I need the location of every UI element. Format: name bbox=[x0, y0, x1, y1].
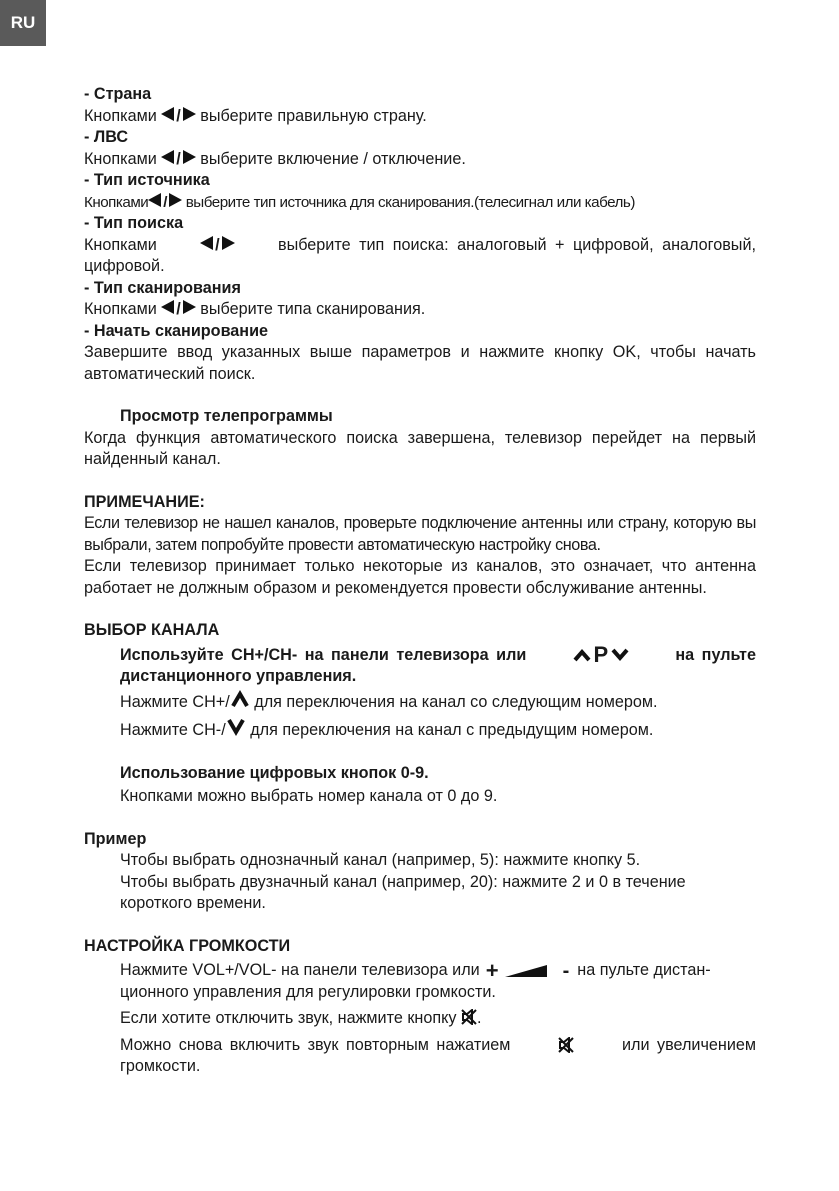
right-arrow-icon bbox=[222, 236, 235, 250]
setting-country-title: - Страна bbox=[84, 85, 152, 103]
channel-prev-line bbox=[120, 718, 756, 742]
channel-use-text-c: дистанционного управления. bbox=[120, 667, 357, 685]
example-line-2: Чтобы выбрать двузначный канал (например, 20): нажмите 2 и 0 в течение bbox=[120, 872, 686, 891]
prefix-label: Кнопками bbox=[84, 149, 157, 168]
setting-scan-type-text bbox=[84, 299, 756, 321]
minus-icon: - bbox=[562, 959, 570, 982]
setting-scan-type-title: - Тип сканирования bbox=[84, 278, 241, 297]
remote-channel-icons bbox=[573, 642, 630, 668]
setting-lan-text bbox=[84, 149, 756, 171]
left-arrow-icon bbox=[200, 236, 213, 250]
note-paragraph-2: Если телевизор принимает только некоторые из каналов, это означает, что антенна работает не должным образом и рекомендуется провести обслуживание антенны. bbox=[84, 557, 756, 597]
arrow-slash: / bbox=[176, 300, 181, 318]
volume-text-b: на пульте дистан- bbox=[577, 961, 711, 979]
prefix-label: Кнопками bbox=[84, 300, 157, 318]
left-arrow-icon bbox=[161, 300, 174, 314]
setting-description: выберите типа сканирования. bbox=[200, 300, 426, 318]
left-arrow-icon bbox=[148, 193, 161, 207]
view-title: Просмотр телепрограммы bbox=[120, 407, 333, 425]
digits-title: Использование цифровых кнопок 0-9. bbox=[120, 763, 429, 782]
arrow-icons bbox=[200, 235, 235, 257]
left-arrow-icon bbox=[161, 107, 174, 121]
channel-use-text-b: на пульте bbox=[675, 645, 756, 664]
setting-description: выберите правильную страну. bbox=[200, 106, 427, 125]
setting-search-type-text2: цифровой. bbox=[84, 257, 165, 275]
channel-prev-a: Нажмите CH-/ bbox=[120, 721, 226, 739]
volume-again-line bbox=[120, 1035, 756, 1057]
setting-search-type-title: - Тип поиска bbox=[84, 214, 184, 232]
volume-again-b: или увеличением bbox=[621, 1035, 756, 1054]
start-scan-text: Завершите ввод указанных выше параметров и нажмите кнопку OK, чтобы начать автоматический поиск. bbox=[84, 343, 756, 383]
example-line-3: короткого времени. bbox=[120, 894, 266, 912]
volume-again-a: Можно снова включить звук повторным нажатием bbox=[120, 1035, 511, 1054]
p-letter-icon: P bbox=[593, 642, 609, 668]
prefix-label: Кнопками bbox=[84, 106, 157, 125]
channel-use-text: Используйте CH+/CH- на панели телевизора или bbox=[120, 645, 527, 664]
setting-lan-title: - ЛВС bbox=[84, 128, 129, 146]
channel-prev-b: для переключения на канал с предыдущим номером. bbox=[250, 721, 654, 739]
channel-use-line bbox=[120, 642, 756, 668]
language-tab: RU bbox=[0, 0, 46, 46]
volume-text-c: ционного управления для регулировки громкости. bbox=[120, 982, 496, 1001]
example-body bbox=[120, 850, 756, 915]
channel-next-b: для переключения на канал со следующим номером. bbox=[254, 692, 658, 711]
mute-icon bbox=[461, 1009, 477, 1025]
volume-section-body bbox=[120, 957, 756, 1078]
channel-next-line bbox=[120, 690, 756, 714]
note-title: ПРИМЕЧАНИЕ: bbox=[84, 492, 205, 511]
volume-icons bbox=[485, 957, 570, 983]
view-text: Когда функция автоматического поиска завершена, телевизор перейдет на первый найденный канал. bbox=[84, 428, 756, 468]
channel-section-body bbox=[120, 642, 756, 808]
right-arrow-icon bbox=[183, 107, 196, 121]
volume-text-a: Нажмите VOL+/VOL- на панели телевизора или bbox=[120, 961, 480, 979]
right-arrow-icon bbox=[183, 150, 196, 164]
chevron-up-icon bbox=[573, 648, 591, 662]
prefix-label: Кнопками bbox=[84, 193, 149, 211]
right-arrow-icon bbox=[169, 193, 182, 207]
setting-search-type-text bbox=[84, 235, 756, 257]
volume-mute-b: . bbox=[476, 1009, 482, 1027]
channel-next-a: Нажмите CH+/ bbox=[120, 692, 230, 711]
volume-mute-a: Если хотите отключить звук, нажмите кнопку bbox=[120, 1009, 457, 1027]
channel-section-title: ВЫБОР КАНАЛА bbox=[84, 621, 220, 639]
example-line-1: Чтобы выбрать однозначный канал (например, 5): нажмите кнопку 5. bbox=[120, 851, 641, 869]
setting-country-text bbox=[84, 106, 756, 128]
setting-source-text bbox=[84, 192, 756, 214]
arrow-slash: / bbox=[176, 106, 181, 125]
arrow-slash: / bbox=[176, 149, 181, 168]
page-content bbox=[84, 84, 756, 1078]
chevron-up-icon bbox=[230, 690, 250, 708]
start-scan-title: - Начать сканирование bbox=[84, 321, 269, 340]
setting-source-title: - Тип источника bbox=[84, 171, 210, 189]
volume-ramp-icon bbox=[503, 963, 549, 979]
setting-description: выберите тип поиска: аналоговый + цифровой, аналоговый, bbox=[277, 235, 756, 254]
arrow-slash: / bbox=[163, 193, 167, 211]
arrow-slash: / bbox=[215, 235, 220, 254]
volume-mute-line bbox=[120, 1008, 756, 1030]
volume-again-c: громкости. bbox=[120, 1057, 201, 1075]
setting-description: выберите включение / отключение. bbox=[200, 149, 466, 168]
right-arrow-icon bbox=[183, 300, 196, 314]
left-arrow-icon bbox=[161, 150, 174, 164]
volume-line-1 bbox=[120, 957, 756, 983]
chevron-down-icon bbox=[611, 648, 629, 662]
prefix-label: Кнопками bbox=[84, 235, 157, 254]
volume-section-title: НАСТРОЙКА ГРОМКОСТИ bbox=[84, 936, 291, 955]
chevron-down-icon bbox=[226, 718, 246, 736]
note-paragraph-1: Если телевизор не нашел каналов, проверьте подключение антенны или страну, которую вы выбрали, затем попробуйте провести автоматическую настройку снова. bbox=[84, 514, 756, 554]
digits-text: Кнопками можно выбрать номер канала от 0 до 9. bbox=[120, 787, 498, 805]
mute-icon bbox=[558, 1037, 574, 1053]
plus-icon: + bbox=[485, 957, 499, 983]
example-title: Пример bbox=[84, 829, 147, 848]
setting-description: выберите тип источника для сканирования.(телесигнал или кабель) bbox=[185, 193, 635, 211]
